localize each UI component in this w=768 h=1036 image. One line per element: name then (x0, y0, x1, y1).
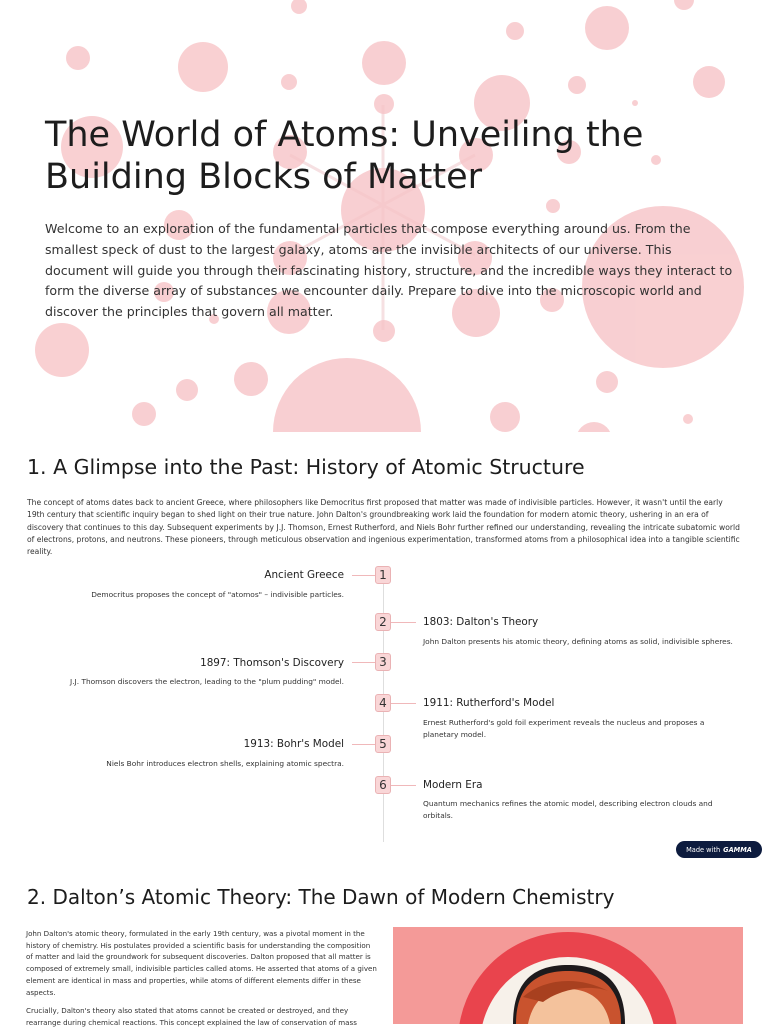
timeline-connector (352, 744, 375, 745)
timeline-step-number: 1 (375, 566, 391, 584)
timeline-connector (352, 575, 375, 576)
timeline-event-desc: Ernest Rutherford's gold foil experiment reveals the nucleus and proposes a planetary model. (423, 718, 705, 740)
made-with-gamma-badge[interactable] (676, 841, 762, 858)
molecule-background-illustration (0, 0, 768, 432)
gamma-logo: GAMMA (723, 845, 752, 854)
section-dalton-text (26, 928, 378, 1036)
timeline-event-title: 1897: Thomson's Discovery (200, 657, 344, 669)
timeline-event-desc: Democritus proposes the concept of "atomos" – indivisible particles. (91, 590, 344, 599)
hero-section (0, 0, 768, 432)
badge-prefix: Made with (686, 845, 721, 854)
section-history-heading: 1. A Glimpse into the Past: History of Atomic Structure (27, 455, 585, 479)
timeline-event-title: Ancient Greece (264, 569, 344, 581)
timeline-event-desc: J.J. Thomson discovers the electron, leading to the "plum pudding" model. (70, 677, 344, 686)
timeline-event-desc: Quantum mechanics refines the atomic model, describing electron clouds and orbitals. (423, 799, 713, 821)
dalton-paragraph: Crucially, Dalton's theory also stated that atoms cannot be created or destroyed, and they rearrange during chemical reactions. This concept explained the law of conservation of mass (26, 1006, 357, 1027)
section-history-paragraph: The concept of atoms dates back to ancient Greece, where philosophers like Democritus first proposed that matter was made of indivisible particles. However, it wasn't until the early 19th century that scientific inquiry began to shed light on their true nature. John Dalton's groundbreaking work laid the foundation for modern atomic theory, ushering in an era of discovery that continues to this day. Subsequent experiments by J.J. Thomson, Ernest Rutherford, and Niels Bohr further refined our understanding, revealing the intricate subatomic world of electrons, protons, and neutrons. These pioneers, through meticulous observation and ingenious experimentation, transformed atoms from a philosophical idea into a tangible scientific reality. (27, 498, 740, 557)
timeline-connector (391, 785, 416, 786)
page-title: The World of Atoms: Unveiling the Building Blocks of Matter (45, 115, 644, 197)
dalton-portrait-image (393, 927, 743, 1024)
dalton-paragraph: John Dalton's atomic theory, formulated in the early 19th century, was a pivotal moment in the history of chemistry. His postulates provided a scientific basis for understanding the composition of matter and laid the groundwork for subsequent discoveries. Dalton proposed that all matter is composed of extremely small, indivisible particles called atoms. He asserted that atoms of a given element are identical in mass and properties, while atoms of different elements differ in these aspects. (26, 929, 377, 997)
section-dalton-heading: 2. Dalton’s Atomic Theory: The Dawn of Modern Chemistry (27, 885, 615, 909)
timeline-step-number: 4 (375, 694, 391, 712)
timeline-connector (391, 703, 416, 704)
timeline-event-title: 1911: Rutherford's Model (423, 697, 555, 709)
timeline-step-number: 5 (375, 735, 391, 753)
timeline-connector (352, 662, 375, 663)
timeline-event-title: 1803: Dalton's Theory (423, 616, 539, 628)
timeline-event-desc: Niels Bohr introduces electron shells, explaining atomic spectra. (106, 759, 344, 768)
timeline-step-number: 2 (375, 613, 391, 631)
timeline-step-number: 3 (375, 653, 391, 671)
timeline-step-number: 6 (375, 776, 391, 794)
timeline-event-desc: John Dalton presents his atomic theory, defining atoms as solid, indivisible spheres. (423, 637, 733, 646)
timeline-connector (391, 622, 416, 623)
timeline-event-title: 1913: Bohr's Model (243, 738, 344, 750)
intro-paragraph: Welcome to an exploration of the fundamental particles that compose everything around us. From the smallest speck of dust to the largest galaxy, atoms are the invisible architects of our universe. This document will guide you through their fascinating history, structure, and the incredible ways they interact to form the diverse array of substances we encounter daily. Prepare to dive into the microscopic world and discover the principles that govern all matter. (45, 221, 733, 320)
timeline-event-title: Modern Era (423, 779, 483, 791)
